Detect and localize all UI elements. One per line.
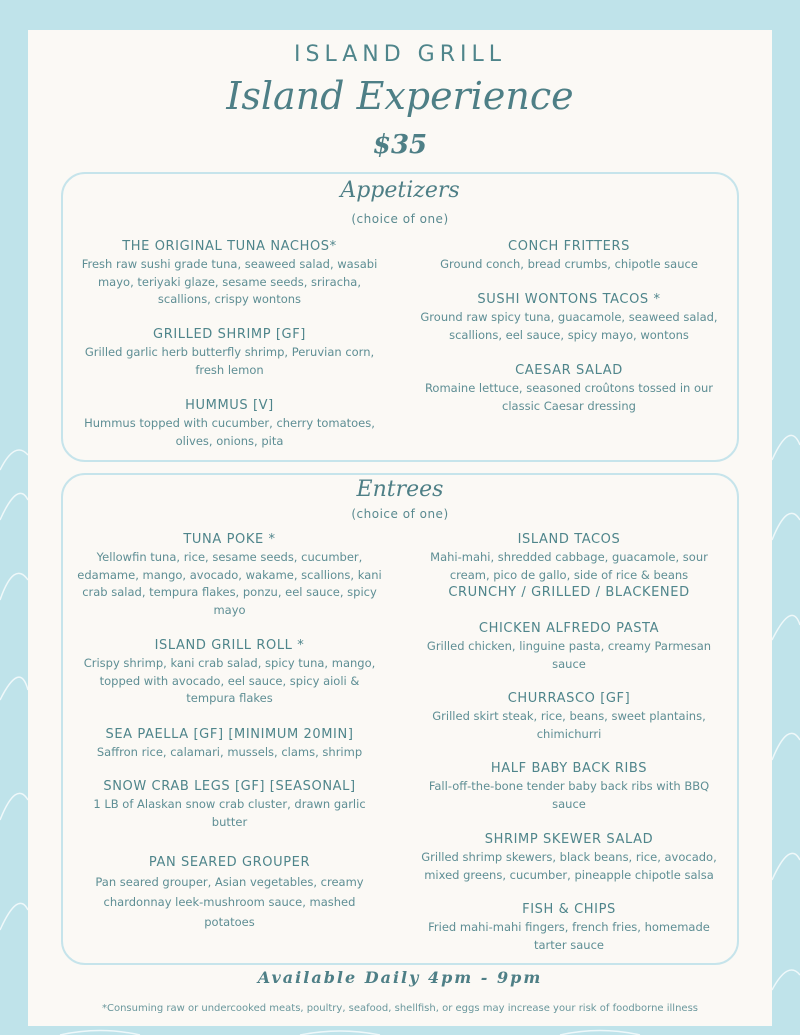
menu-item [413,760,725,813]
item-description: Fried mahi-mahi fingers, french fries, homemade tarter sauce [428,920,710,952]
entrees-title: Entrees [356,477,444,502]
item-name: ISLAND TACOS [517,532,621,547]
menu-item [413,362,725,415]
item-name: HUMMUS [V] [185,398,274,413]
menu-item [77,637,382,708]
item-description: Grilled chicken, linguine pasta, creamy Parmesan sauce [426,639,712,671]
menu-item [77,531,382,619]
item-name: SUSHI WONTONS TACOS * [477,292,661,307]
entrees-subtitle: (choice of one) [351,507,449,521]
menu-price: $35 [372,130,428,160]
appetizers-section [61,172,739,462]
item-description: Ground raw spicy tuna, guacamole, seaweed salad, scallions, eel sauce, spicy mayo, wontons [420,310,718,342]
menu-item [413,291,725,344]
item-description: Fresh raw sushi grade tuna, seaweed salad, wasabi mayo, teriyaki glaze, sesame seeds, sriracha, scallions, crispy wontons [81,257,378,306]
menu-item [77,326,382,379]
item-name: CONCH FRITTERS [508,239,630,254]
menu-item [77,238,382,309]
item-name: PAN SEARED GROUPER [148,855,311,870]
menu-item [77,397,382,450]
item-description: Grilled garlic herb butterfly shrimp, Peruvian corn, fresh lemon [84,345,375,377]
menu-item [413,901,725,954]
item-name: FISH & CHIPS [522,902,616,917]
item-description: Yellowfin tuna, rice, sesame seeds, cucumber, edamame, mango, avocado, wakame, scallions, kani crab salad, tempura flakes, ponzu, eel sauce, spicy mayo [77,550,382,617]
item-description: Grilled skirt steak, rice, beans, sweet plantains, chimichurri [432,709,706,741]
menu-item [413,690,725,743]
brand-name: ISLAND GRILL [294,42,506,67]
menu-item [77,854,382,932]
item-description: Hummus topped with cucumber, cherry tomatoes, olives, onions, pita [84,416,375,448]
appetizers-title: Appetizers [340,178,460,203]
item-description: Pan seared grouper, Asian vegetables, creamy chardonnay leek-mushroom sauce, mashed potatoes [95,875,364,929]
item-name: SNOW CRAB LEGS [GF] [SEASONAL] [103,779,356,794]
item-name: SHRIMP SKEWER SALAD [484,832,654,847]
item-name: THE ORIGINAL TUNA NACHOS* [122,239,337,254]
entrees-section [61,473,739,965]
item-options: CRUNCHY / GRILLED / BLACKENED [448,585,690,600]
appetizers-subtitle: (choice of one) [351,212,449,226]
item-name: GRILLED SHRIMP [GF] [153,327,306,342]
item-description: Saffron rice, calamari, mussels, clams, shrimp [96,745,363,759]
item-description: Fall-off-the-bone tender baby back ribs with BBQ sauce [428,779,710,811]
item-description: Mahi-mahi, shredded cabbage, guacamole, sour cream, pico de gallo, side of rice & beans [430,550,708,582]
availability-note: Available Daily 4pm - 9pm [257,968,543,987]
item-description: Crispy shrimp, kani crab salad, spicy tuna, mango, topped with avocado, eel sauce, spicy aioli & tempura flakes [83,656,376,705]
item-name: CHURRASCO [GF] [507,691,631,706]
item-description: Romaine lettuce, seasoned croûtons tossed in our classic Caesar dressing [424,381,714,413]
menu-item [77,726,382,762]
menu-item [413,831,725,884]
item-name: CAESAR SALAD [515,363,623,378]
menu-item [413,531,725,601]
menu-item [413,620,725,673]
item-description: Grilled shrimp skewers, black beans, rice, avocado, mixed greens, cucumber, pineapple chipotle salsa [421,850,717,882]
item-name: TUNA POKE * [183,532,276,547]
menu-item [413,238,725,274]
item-description: 1 LB of Alaskan snow crab cluster, drawn garlic butter [93,797,366,829]
menu-title: Island Experience [226,74,574,118]
item-name: SEA PAELLA [GF] [MINIMUM 20MIN] [105,727,354,742]
item-name: ISLAND GRILL ROLL * [154,638,305,653]
item-name: HALF BABY BACK RIBS [490,761,648,776]
food-safety-disclaimer: *Consuming raw or undercooked meats, poultry, seafood, shellfish, or eggs may increase your risk of foodborne illness [101,1003,698,1014]
item-description: Ground conch, bread crumbs, chipotle sauce [440,257,698,271]
menu-item [77,778,382,831]
menu-page [28,30,772,1026]
item-name: CHICKEN ALFREDO PASTA [478,621,660,636]
